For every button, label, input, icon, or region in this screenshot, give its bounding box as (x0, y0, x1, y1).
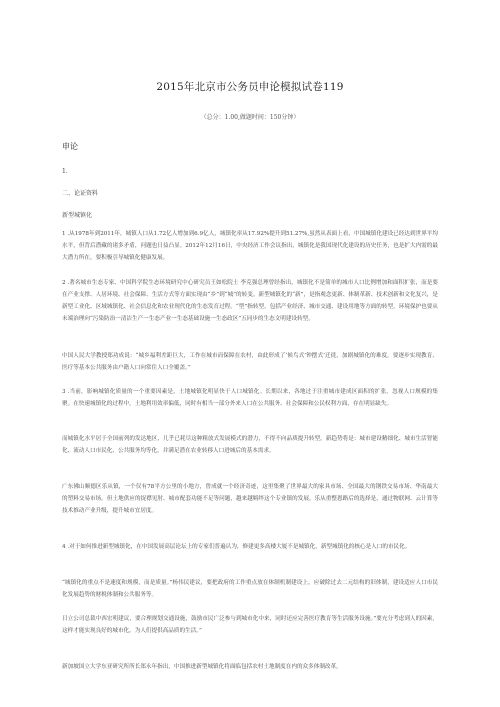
part-heading: 二、论证资料 (62, 190, 99, 197)
paragraph-10 (62, 661, 438, 673)
exam-meta: （总分：1.00,做题时间：150分钟） (200, 114, 300, 121)
paragraph-9 (62, 613, 438, 637)
paragraph-4 (62, 386, 438, 410)
document-title: 2015年北京市公务员申论模拟试卷119 (156, 81, 344, 93)
paragraph-text: 新加坡国立大学东亚研究所所长郑永年指出，中国推进新型城镇化将面临包括农村土地制度在内的众多体制改革， (62, 664, 342, 670)
paragraph-6 (62, 481, 438, 517)
topic-heading: 新型城镇化 (62, 212, 93, 219)
paragraph-text: 广东佛山顺德区乐从镇，一个仅有78平方公里的小地方，曾成就一个经济奇迹，这里集聚了世界最大的家具市场、全国最大的钢铁交易市场、华南最大的塑料交易市场。但土地供应的捉襟见肘、城市配套功能不足等问题，越来越羁绊这个专业镇的发展。乐从重整恩路后的选择是，通过物联网、云计算等技术推动产业升级，提升城市宜居度。 (62, 484, 438, 514)
paragraph-text: 2 .著名城市生态专家、中国科学院生态环境研究中心研究员王如松院士 李克强总理曾经指出，城镇化不是简单的城市人口比例增加和面积扩张，而是要在产业支撑、人居环境、社会保障、生活方式等方面实现由“乡”到“城”的转变。新型城镇化的“新”，是指观念更新、体制革新、技术创新和文化复兴，是新型工业化、区域城镇化、社会信息化和农业现代化的生态发育过程。“型”指转型，包括产业经济、城市交通、建设用地等方面的转型，环境保护也要从末端治理向“污染防治一清洁生产一生态产业一生态基础设施一生态政区”五同步的生态文明建设转型。 (62, 280, 438, 322)
paragraph-2 (62, 277, 438, 325)
paragraph-1 (62, 228, 438, 264)
paragraph-text: 1 .从1978年到2011年，城镇人口从1.72亿人增加到6.9亿人，城镇化率从17.92%提升到51.27%,虽然从表面上看，中国城镇化建设已经达到世界平均水平，但背后潜藏的诸多矛盾，问题也日益凸显。2012年12月16日，中央经济工作会议指出，城镇化是我国现代化建设的历史任务，也是扩大内需的最大潜力所在，要积极引导城镇化健康发展。 (62, 231, 438, 261)
paragraph-text: “城镇化的重点不是速度和规模，而是质量。”杨伟民建议，要把政府的工作重点放在体制机制建设上，应破除过去二元结构的旧体制，建设适应人口市民化发展趋势的财税体制和公共服务等。 (62, 580, 438, 598)
paragraph-5 (62, 433, 438, 457)
paragraph-3 (62, 350, 438, 374)
section-title: 申论 (62, 142, 78, 151)
question-number: 1. (62, 168, 68, 175)
paragraph-7 (62, 541, 438, 553)
paragraph-text: 而城镇化水平居于全国前列的发达地区，几乎已耗尽这种粗放式发展模式的潜力，不得不向品质提升转型，新趋势将是：城市建设精细化、城市生活智能化、流动人口市民化、公共服务均等化，并满足潜在农业转移人口进城后的基本需求。 (62, 436, 438, 454)
paragraph-text: 中国人民大学教授郑功成说：“城乡福利差距巨大，工作在城市而保障在农村，由此形成了‘候鸟式’钟摆式’迁徙，加剧城镇化的难度。要逐步实现教育、医疗等基本公共服务由户籍人口向常住人口全覆盖。” (62, 353, 438, 371)
paragraph-text: 3 .当前，影响城镇化质量的一个重要因素是，土地城镇化明显快于人口城镇化。长期以来，各地过于注重城市建成区面积的扩张，忽视人口规模的集聚。在快速城镇化的过程中，土地利用效率偏低，同时有相当一部分外来人口在公共服务、社会保障和公民权利方面，存在明显缺失。 (62, 389, 438, 407)
paragraph-8 (62, 577, 438, 601)
paragraph-text: 日立公司总裁中西宏明建议，要合理规划交通设施，鼓励市民广泛参与到城市化中来，同时还应完善医疗教育等生活服务设施。”要充分考虑到人的因素，这样才能实现良好的城市化，为人们提供高品质的生活。” (62, 616, 438, 634)
paragraph-text: 4 .对于如何推进新型城镇化，在中国发展高层论坛上的专家们普遍认为，修建更多高楼大厦不是城镇化，新型城镇化的核心是人口的市民化。 (62, 544, 411, 550)
